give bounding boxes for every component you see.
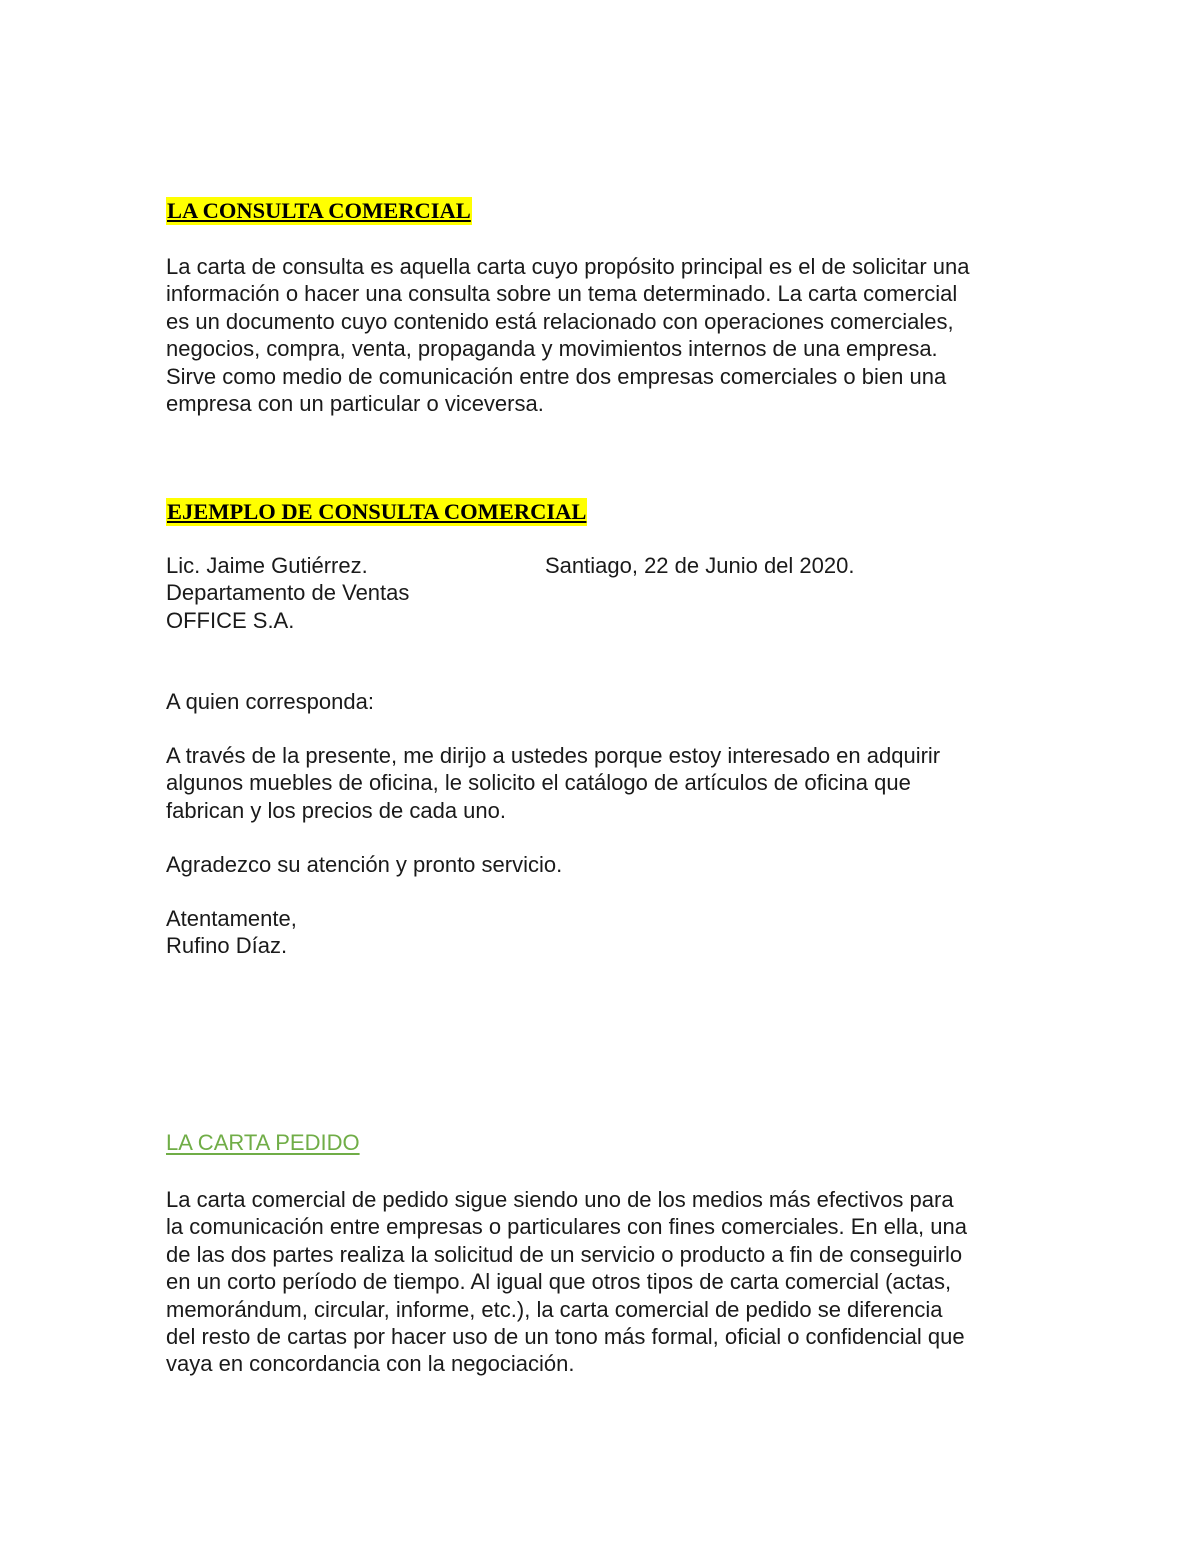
closing-salutation: Atentamente, bbox=[166, 906, 297, 931]
signature-name: Rufino Díaz. bbox=[166, 933, 288, 959]
paragraph-line: vaya en concordancia con la negociación. bbox=[166, 1351, 575, 1377]
paragraph-line: en un corto período de tiempo. Al igual que otros tipos de carta comercial (actas, bbox=[166, 1269, 952, 1295]
letter-thanks: Agradezco su atención y pronto servicio. bbox=[166, 852, 563, 877]
paragraph-line: empresa con un particular o viceversa. bbox=[166, 391, 544, 417]
carta-pedido-paragraph bbox=[166, 1186, 967, 1378]
letter-date: Santiago, 22 de Junio del 2020. bbox=[545, 553, 855, 578]
letter-body-line: fabrican y los precios de cada uno. bbox=[166, 797, 506, 823]
paragraph-line: La carta comercial de pedido sigue siendo uno de los medios más efectivos para bbox=[166, 1187, 954, 1212]
letter-recipient-block bbox=[166, 552, 409, 634]
letter-body bbox=[166, 742, 940, 824]
letter-body-line: algunos muebles de oficina, le solicito el catálogo de artículos de oficina que bbox=[166, 770, 911, 796]
recipient-company: OFFICE S.A. bbox=[166, 607, 295, 633]
section-heading-ejemplo-consulta: EJEMPLO DE CONSULTA COMERCIAL bbox=[167, 499, 587, 524]
paragraph-line: memorándum, circular, informe, etc.), la carta comercial de pedido se diferencia bbox=[166, 1296, 943, 1322]
paragraph-line: Sirve como medio de comunicación entre dos empresas comerciales o bien una bbox=[166, 363, 947, 389]
paragraph-line: de las dos partes realiza la solicitud de un servicio o producto a fin de conseguirlo bbox=[166, 1241, 963, 1267]
recipient-department: Departamento de Ventas bbox=[166, 580, 410, 606]
paragraph-line: negocios, compra, venta, propaganda y movimientos internos de una empresa. bbox=[166, 336, 938, 362]
letter-body-line: A través de la presente, me dirijo a ustedes porque estoy interesado en adquirir bbox=[166, 743, 941, 768]
letter-greeting: A quien corresponda: bbox=[166, 689, 374, 714]
paragraph-line: La carta de consulta es aquella carta cuyo propósito principal es el de solicitar una bbox=[166, 254, 970, 279]
paragraph-line: la comunicación entre empresas o particulares con fines comerciales. En ella, una bbox=[166, 1214, 967, 1240]
section-heading-carta-pedido: LA CARTA PEDIDO bbox=[166, 1130, 360, 1155]
recipient-name: Lic. Jaime Gutiérrez. bbox=[166, 553, 368, 578]
letter-closing bbox=[166, 905, 297, 960]
section-heading-consulta-comercial: LA CONSULTA COMERCIAL bbox=[167, 198, 471, 223]
paragraph-line: es un documento cuyo contenido está relacionado con operaciones comerciales, bbox=[166, 308, 954, 334]
consulta-definition-paragraph bbox=[166, 253, 969, 417]
paragraph-line: del resto de cartas por hacer uso de un tono más formal, oficial o confidencial que bbox=[166, 1324, 965, 1350]
paragraph-line: información o hacer una consulta sobre un tema determinado. La carta comercial bbox=[166, 281, 958, 307]
